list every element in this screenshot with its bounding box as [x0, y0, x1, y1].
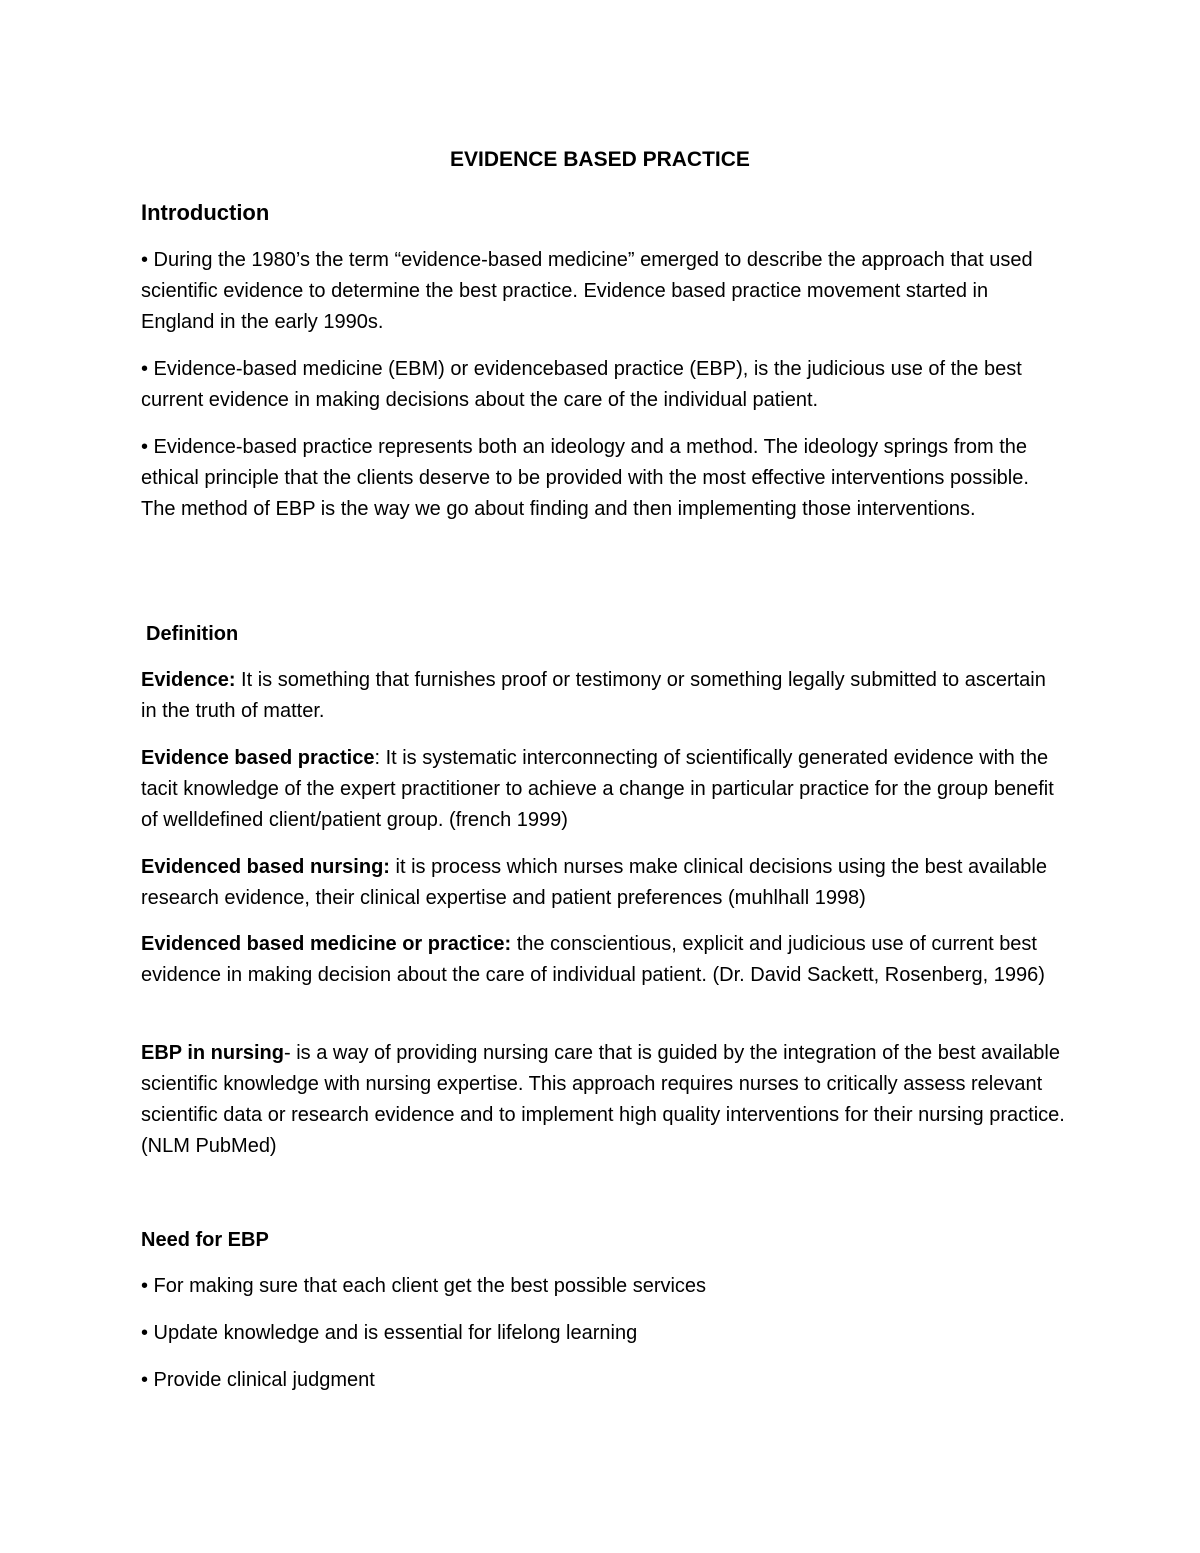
need-bullet-1: • For making sure that each client get the best possible services [141, 1275, 707, 1297]
definition-evidenced-based-medicine [141, 929, 1066, 991]
introduction-heading: Introduction [141, 200, 270, 225]
need-bullet-2: • Update knowledge and is essential for lifelong learning [141, 1322, 638, 1344]
need-bullet-3: • Provide clinical judgment [141, 1369, 375, 1391]
need-heading: Need for EBP [141, 1229, 269, 1251]
intro-bullet-2: • Evidence-based medicine (EBM) or evidencebased practice (EBP), is the judicious use of the best current evidence in making decisions about the care of the individual patient. [141, 358, 1022, 411]
definition-text: It is something that furnishes proof or testimony or something legally submitted to ascertain in the truth of matter. [141, 669, 1046, 722]
definition-text: : It is systematic interconnecting of scientifically generated evidence with the tacit knowledge of the expert practitioner to achieve a change in particular practice for the group benefit of welldefined client/patient group. (french 1999) [141, 747, 1054, 831]
definition-text: it is process which nurses make clinical decisions using the best available research evidence, their clinical expertise and patient preferences (muhlhall 1998) [141, 856, 1047, 909]
definition-text: - is a way of providing nursing care that is guided by the integration of the best available scientific knowledge with nursing expertise. This approach requires nurses to critically assess relevant scientific data or research evidence and to implement high quality interventions for their nursing practice. (NLM PubMed) [141, 1042, 1065, 1157]
definition-term: Evidence based practice [141, 747, 375, 769]
definition-evidenced-based-nursing [141, 852, 1066, 914]
document-title: EVIDENCE BASED PRACTICE [450, 148, 750, 171]
definition-evidence-based-practice [141, 743, 1066, 836]
definition-term: EBP in nursing [141, 1042, 284, 1064]
definition-term: Evidence: [141, 669, 236, 691]
definition-term: Evidenced based nursing: [141, 856, 390, 878]
intro-bullet-3: • Evidence-based practice represents both an ideology and a method. The ideology springs from the ethical principle that the clients deserve to be provided with the most effective interventions possible. The method of EBP is the way we go about finding and then implementing those interventions. [141, 436, 1029, 520]
definition-ebp-in-nursing [141, 1038, 1066, 1162]
definition-term: Evidenced based medicine or practice: [141, 933, 512, 955]
definition-heading: Definition [146, 623, 239, 645]
definition-evidence [141, 665, 1066, 727]
intro-bullet-1: • During the 1980’s the term “evidence-based medicine” emerged to describe the approach that used scientific evidence to determine the best practice. Evidence based practice movement started in England in the early 1990s. [141, 249, 1033, 333]
definition-text: the conscientious, explicit and judicious use of current best evidence in making decision about the care of individual patient. (Dr. David Sackett, Rosenberg, 1996) [141, 933, 1045, 986]
